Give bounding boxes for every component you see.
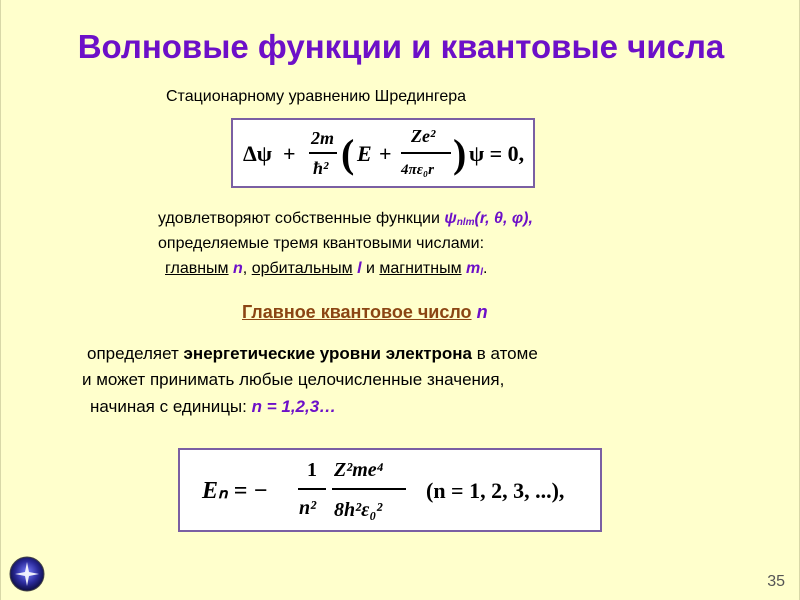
p1-start: определяет bbox=[87, 344, 184, 363]
l-symbol: l bbox=[357, 260, 362, 277]
quantum-numbers-list bbox=[165, 260, 488, 278]
line3-end: . bbox=[483, 260, 488, 277]
p1-end: в атоме bbox=[472, 344, 538, 363]
p1-bold: энергетические уровни электрона bbox=[183, 344, 473, 363]
eq1-frac2-den: 4πε₀r bbox=[401, 162, 434, 178]
and-word: и bbox=[366, 260, 375, 277]
eq2-frac1-num: 1 bbox=[307, 459, 317, 481]
eq1-delta-psi: Δψ bbox=[243, 141, 272, 166]
line1-prefix: удовлетворяют собственные функции bbox=[158, 210, 445, 227]
eq1-plus2: + bbox=[379, 141, 392, 166]
slide-title: Волновые функции и квантовые числа bbox=[77, 28, 725, 65]
eq1-frac1-num: 2m bbox=[311, 128, 335, 148]
m-symbol: m bbox=[466, 260, 481, 277]
eq1-frac1-den: ħ² bbox=[313, 158, 329, 178]
psi-subscript: nlm bbox=[456, 217, 475, 228]
paragraph-line-1 bbox=[87, 344, 538, 364]
energy-equation-box bbox=[178, 448, 602, 532]
psi-args: (r, θ, φ), bbox=[474, 210, 533, 227]
intro-text: Стационарному уравнению Шредингера bbox=[166, 88, 467, 105]
heading-text: Главное квантовое число bbox=[242, 302, 472, 322]
psi-symbol: ψ bbox=[444, 210, 457, 227]
eq2-lhs: Eₙ = − bbox=[202, 478, 268, 504]
eq1-psi-eq: ψ = 0, bbox=[469, 141, 525, 166]
schrodinger-equation bbox=[233, 120, 533, 186]
principal-number-heading bbox=[242, 302, 488, 323]
eq2-frac2-den: 8h²ε₀² bbox=[334, 499, 383, 521]
eq1-open-paren: ( bbox=[341, 131, 355, 176]
eq1-plus: + bbox=[283, 141, 296, 166]
magnetic-label: магнитным bbox=[379, 260, 462, 277]
energy-equation bbox=[180, 450, 600, 530]
eq2-frac2-num: Z²me⁴ bbox=[334, 459, 384, 481]
heading-var: n bbox=[476, 302, 488, 322]
principal-label: главным bbox=[165, 260, 229, 277]
paragraph-line-3 bbox=[90, 397, 336, 417]
eq1-frac2-num: Ze² bbox=[411, 126, 436, 146]
m-subscript: l bbox=[480, 267, 484, 278]
eigenfunctions-line bbox=[158, 210, 533, 228]
n-values: n = 1,2,3… bbox=[251, 397, 337, 416]
n-symbol: n bbox=[233, 260, 243, 277]
paragraph-line-2: и может принимать любые целочисленные значения, bbox=[82, 370, 505, 389]
eq2-frac1-den: n² bbox=[299, 497, 317, 519]
eq1-close-paren: ) bbox=[453, 131, 467, 176]
eq1-E: E bbox=[357, 141, 372, 166]
page-number: 35 bbox=[767, 573, 785, 590]
p3-start: начиная с единицы: bbox=[90, 397, 252, 416]
line3-sep: , bbox=[242, 260, 248, 277]
star-globe-icon bbox=[9, 556, 45, 592]
schrodinger-equation-box bbox=[231, 118, 535, 188]
eq2-range: (n = 1, 2, 3, ...), bbox=[426, 478, 565, 503]
orbital-label: орбитальным bbox=[251, 260, 353, 277]
quantum-numbers-line: определяемые тремя квантовыми числами: bbox=[158, 235, 485, 252]
